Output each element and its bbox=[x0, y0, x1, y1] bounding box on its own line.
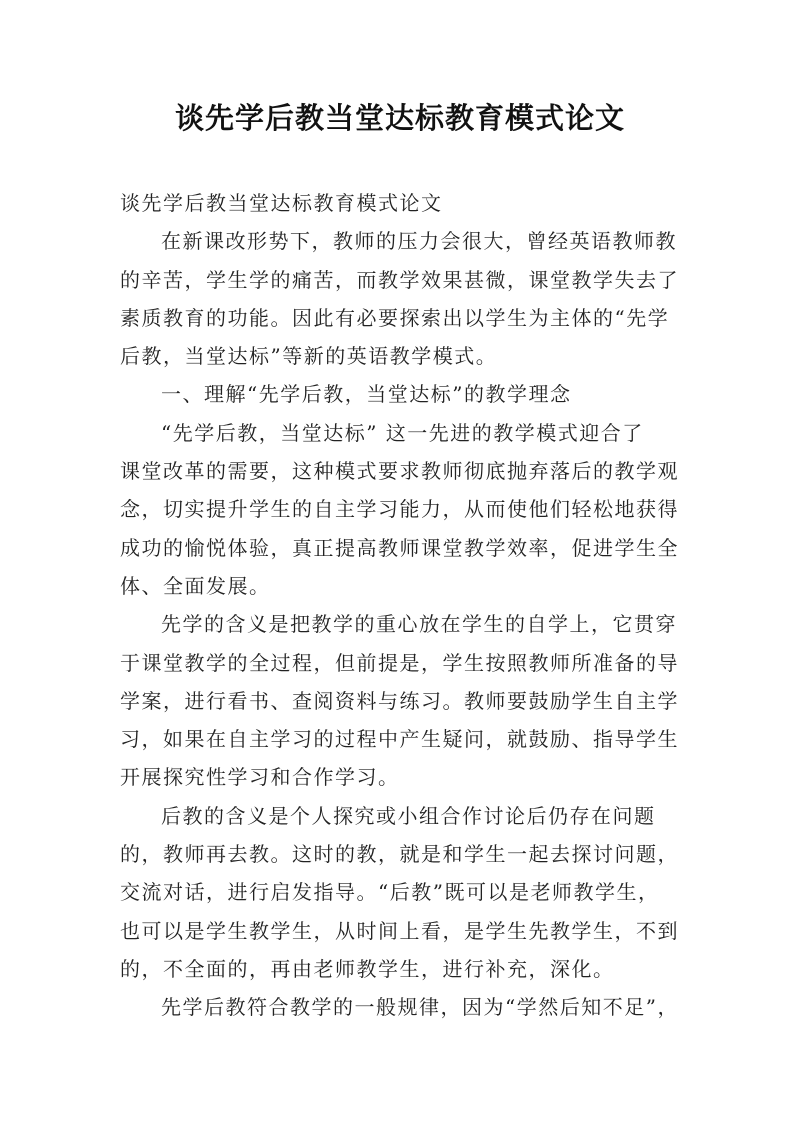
section-heading: 一、理解“先学后教，当堂达标”的教学理念 bbox=[161, 382, 572, 407]
paragraph-line: 习，如果在自主学习的过程中产生疑问，就鼓励、指导学生 bbox=[120, 727, 679, 752]
document-title: 谈先学后教当堂达标教育模式论文 bbox=[174, 101, 625, 135]
paragraph-line: 的，不全面的，再由老师教学生，进行补充，深化。 bbox=[120, 956, 615, 981]
paragraph-line: “先学后教，当堂达标” 这一先进的教学模式迎合了 bbox=[161, 420, 644, 445]
document-body bbox=[120, 184, 700, 1027]
body-subtitle-line: 谈先学后教当堂达标教育模式论文 bbox=[120, 191, 443, 215]
paragraph-line: 学案，进行看书、查阅资料与练习。教师要鼓励学生自主学 bbox=[120, 688, 679, 713]
paragraph-line: 后教，当堂达标”等新的英语教学模式。 bbox=[120, 344, 498, 369]
paragraph-line: 交流对话，进行启发指导。“后教”既可以是老师教学生， bbox=[120, 880, 660, 905]
paragraph-line: 开展探究性学习和合作学习。 bbox=[120, 765, 400, 790]
paragraph-line: 的，教师再去教。这时的教，就是和学生一起去探讨问题， bbox=[120, 842, 679, 867]
paragraph-line: 念，切实提升学生的自主学习能力，从而使他们轻松地获得 bbox=[120, 497, 679, 522]
paragraph-line: 体、全面发展。 bbox=[120, 573, 271, 598]
paragraph-line: 先学的含义是把教学的重心放在学生的自学上，它贯穿 bbox=[161, 612, 677, 637]
paragraph-line: 在新课改形势下，教师的压力会很大，曾经英语教师教 bbox=[161, 229, 677, 254]
paragraph-line: 素质教育的功能。因此有必要探索出以学生为主体的“先学 bbox=[120, 305, 670, 330]
paragraph-line: 课堂改革的需要，这种模式要求教师彻底抛弃落后的教学观 bbox=[120, 459, 679, 484]
paragraph-line: 也可以是学生教学生，从时间上看，是学生先教学生，不到 bbox=[120, 918, 679, 943]
paragraph-line: 成功的愉悦体验，真正提高教师课堂教学效率，促进学生全 bbox=[120, 535, 679, 560]
paragraph-line: 的辛苦，学生学的痛苦，而教学效果甚微，课堂教学失去了 bbox=[120, 267, 679, 292]
paragraph-line: 先学后教符合教学的一般规律，因为“学然后知不足”， bbox=[161, 995, 679, 1020]
paragraph-line: 后教的含义是个人探究或小组合作讨论后仍存在问题 bbox=[161, 803, 656, 828]
paragraph-line: 于课堂教学的全过程，但前提是，学生按照教师所准备的导 bbox=[120, 650, 679, 675]
